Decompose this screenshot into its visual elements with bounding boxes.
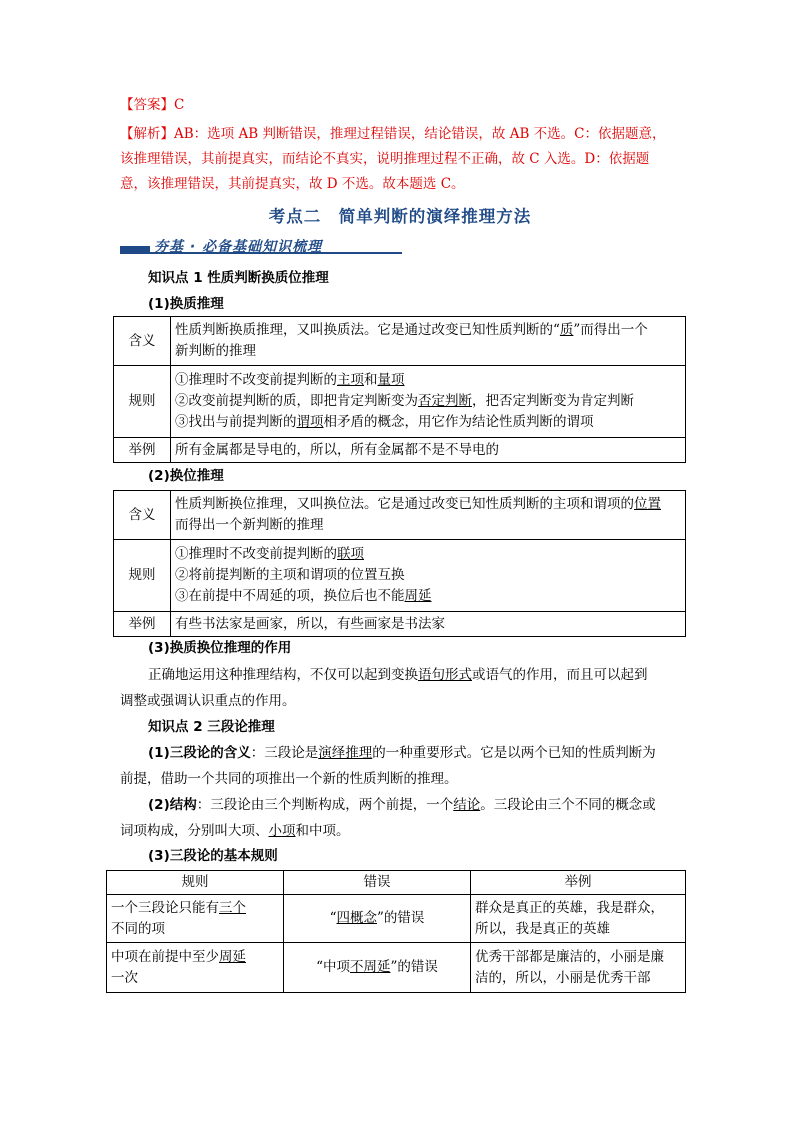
t2-rule1-u: 联项 (337, 546, 364, 562)
row2-rule-a: 中项在前提中至少 (111, 948, 219, 965)
answer-value: C (174, 97, 185, 113)
syllogism-rules-table (106, 870, 686, 993)
kp2-p1-a: ：三段论是 (250, 745, 319, 761)
t1-rule2-u: 否定判断 (418, 393, 472, 409)
t2-meaning-u: 位置 (634, 496, 661, 512)
row2-err-b: ”的错误 (390, 959, 438, 975)
kp2-p2-b: 。三段论由三个不同的概念或 (480, 797, 656, 813)
t1-rule1-a: ①推理时不改变前提判断的 (175, 372, 337, 388)
rules-header-error: 错误 (284, 871, 471, 895)
t1-rules (171, 366, 686, 438)
row1-ex-l1: 群众是真正的英雄，我是群众， (475, 899, 664, 916)
kp1-title: 知识点 1 性质判断换质位推理 (148, 270, 329, 286)
section-banner (120, 236, 402, 258)
analysis-line-2: 该推理错误，其前提真实，而结论不真实，说明推理过程不正确，故 C 入选。D：依据题 (120, 151, 650, 167)
t1-meaning (171, 317, 686, 366)
kp2-p1-head: (1)三段论的含义 (148, 745, 251, 761)
t2-example: 有些书法家是画家，所以，有些画家是书法家 (171, 612, 686, 637)
kp1-p3-b: 或语气的作用，而且可以起到 (472, 667, 648, 683)
kp2-p2-l2b: 和中项。 (295, 823, 350, 839)
t1-rule1-b: 和 (364, 372, 378, 388)
row1-ex-l2: 所以，我是真正的英雄 (475, 920, 610, 937)
kp2-p2-head: (2)结构 (148, 797, 197, 813)
t1-rule2-b: ，把否定判断变为肯定判断 (472, 393, 634, 409)
rules-row2-rule (107, 943, 284, 993)
rules-row2-example (471, 943, 686, 993)
row1-err-u: 四概念 (336, 910, 377, 926)
t2-label-rules: 规则 (114, 540, 171, 612)
row2-err-u: 不周延 (350, 959, 391, 975)
row2-rule-u: 周延 (219, 948, 246, 965)
row1-rule-a: 一个三段论只能有 (111, 899, 219, 916)
kp2-p2-a: ：三段论由三个判断构成，两个前提，一个 (196, 797, 454, 813)
row1-rule-b: 不同的项 (111, 920, 165, 937)
t1-example: 所有金属都是导电的，所以，所有金属都不是不导电的 (171, 438, 686, 463)
rules-row2-error (284, 943, 471, 993)
kp1-sub1: (1)换质推理 (148, 296, 224, 312)
row2-ex-l2: 洁的，所以，小丽是优秀干部 (475, 969, 651, 986)
t1-rule3-a: ③找出与前提判断的 (175, 414, 297, 430)
t1-rule3-b: 相矛盾的概念，用它作为结论性质判断的谓项 (323, 414, 594, 430)
t1-meaning-b: ”而得出一个 (573, 322, 648, 338)
t2-rule1-a: ①推理时不改变前提判断的 (175, 546, 337, 562)
row1-rule-u: 三个 (219, 899, 246, 916)
row1-err-b: ”的错误 (377, 910, 425, 926)
kp1-sub3: (3)换质换位推理的作用 (148, 640, 292, 656)
kp2-p1-line2: 前提，借助一个共同的项推出一个新的性质判断的推理。 (120, 771, 458, 787)
kp1-p3-line2: 调整或强调认识重点的作用。 (120, 693, 296, 709)
t1-meaning-c: 新判断的推理 (175, 343, 256, 359)
t2-label-meaning: 含义 (114, 491, 171, 540)
kp2-p3-head: (3)三段论的基本规则 (148, 848, 278, 864)
row2-rule-b: 一次 (111, 969, 138, 986)
answer-label: 【答案】 (120, 97, 174, 113)
kp2-p2-line1 (148, 795, 656, 815)
t1-meaning-a: 性质判断换质推理，又叫换质法。它是通过改变已知性质判断的“ (175, 322, 560, 338)
kp2-p1-b: 的一种重要形式。它是以两个已知的性质判断为 (372, 745, 656, 761)
kp1-p3-a: 正确地运用这种推理结构，不仅可以起到变换 (148, 667, 418, 683)
answer-line (120, 95, 184, 115)
conversion-position-table (113, 490, 686, 637)
kp2-p2-u: 结论 (453, 797, 481, 813)
analysis-label: 【解析】 (120, 126, 174, 142)
rules-header-rule: 规则 (107, 871, 284, 895)
kp2-p1-u: 演绎推理 (318, 745, 373, 761)
t1-meaning-u: 质 (559, 322, 574, 338)
rules-header-example: 举例 (471, 871, 686, 895)
kp2-p2-l2a: 词项构成，分别叫大项、 (120, 823, 269, 839)
t2-rule3-u: 周延 (404, 588, 432, 604)
analysis-line-3: 意，该推理错误，其前提真实，故 D 不选。故本题选 C。 (120, 176, 465, 192)
row2-ex-l1: 优秀干部都是廉洁的，小丽是廉 (475, 948, 664, 965)
t2-rule2: ②将前提判断的主项和谓项的位置互换 (175, 567, 405, 583)
rules-row1-error (284, 895, 471, 943)
t2-rules (171, 540, 686, 612)
kp2-p2-line2 (120, 821, 350, 841)
t2-label-example: 举例 (114, 612, 171, 637)
row1-err-a: “ (329, 910, 337, 926)
rules-row1-rule (107, 895, 284, 943)
t1-label-rules: 规则 (114, 366, 171, 438)
analysis-line-1 (120, 124, 666, 144)
section-title: 考点二 简单判断的演绎推理方法 (268, 207, 532, 226)
banner-text: 夯基 · 必备基础知识梳理 (154, 239, 323, 255)
t2-meaning-c: 而得出一个新判断的推理 (175, 517, 324, 533)
kp2-p1-line1 (148, 743, 656, 763)
t1-label-meaning: 含义 (114, 317, 171, 366)
t1-rule3-u: 谓项 (296, 414, 324, 430)
kp2-p2-l2u: 小项 (268, 823, 296, 839)
t1-rule2-a: ②改变前提判断的质，即把肯定判断变为 (175, 393, 418, 409)
t2-meaning-a: 性质判断换位推理，又叫换位法。它是通过改变已知性质判断的主项和谓项的 (175, 496, 634, 512)
row2-err-a: “中项 (316, 959, 350, 975)
kp1-sub2: (2)换位推理 (148, 468, 224, 484)
t1-rule1-u1: 主项 (337, 372, 364, 388)
t1-label-example: 举例 (114, 438, 171, 463)
t2-rule3-a: ③在前提中不周延的项，换位后也不能 (175, 588, 405, 604)
kp2-title: 知识点 2 三段论推理 (148, 719, 275, 735)
t1-rule1-u2: 量项 (377, 372, 405, 388)
rules-row1-example (471, 895, 686, 943)
kp1-p3-line1 (148, 665, 648, 685)
analysis-text-1: AB：选项 AB 判断错误，推理过程错误，结论错误，故 AB 不选。C：依据题意， (174, 126, 666, 142)
conversion-table (113, 316, 686, 463)
kp1-p3-u: 语句形式 (418, 667, 472, 683)
t2-meaning (171, 491, 686, 540)
